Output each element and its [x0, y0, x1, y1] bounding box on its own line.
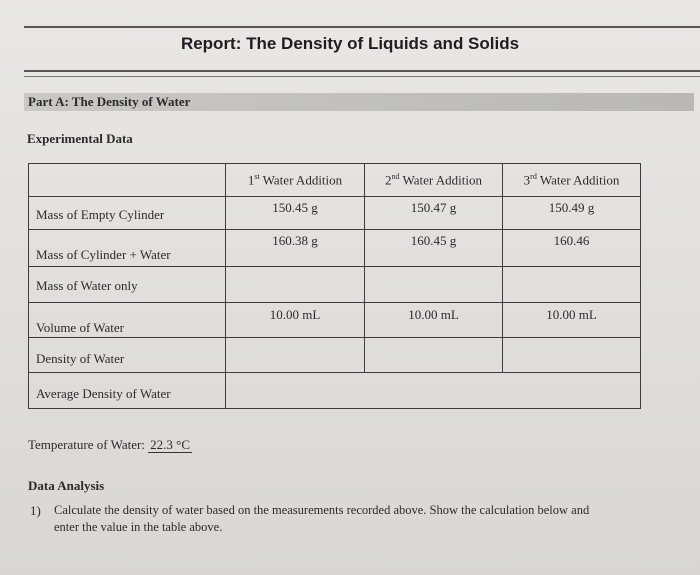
- table-row: [29, 230, 641, 267]
- row-label: Volume of Water: [29, 303, 226, 338]
- table-cell: 150.49 g: [503, 197, 641, 230]
- row-label: Mass of Cylinder + Water: [29, 230, 226, 267]
- table-cell: 160.46: [503, 230, 641, 267]
- table-row: [29, 267, 641, 303]
- temperature-value: 22.3 °C: [150, 437, 191, 452]
- table-cell: 160.38 g: [226, 230, 365, 267]
- table-cell: [503, 338, 641, 373]
- row-label: Density of Water: [29, 338, 226, 373]
- temperature-line: [28, 437, 192, 453]
- table-cell: 10.00 mL: [503, 303, 641, 338]
- data-table: [28, 163, 641, 409]
- average-density-cell: [226, 373, 641, 409]
- table-cell: 10.00 mL: [365, 303, 503, 338]
- table-cell: 150.47 g: [365, 197, 503, 230]
- table-cell: 10.00 mL: [226, 303, 365, 338]
- table-cell: [365, 267, 503, 303]
- question-text-line-1: Calculate the density of water based on the measurements recorded above. Show the calculation below and: [54, 503, 590, 517]
- report-title: Report: The Density of Liquids and Solids: [180, 34, 520, 53]
- column-header-2: 2nd Water Addition: [365, 164, 503, 197]
- data-analysis-heading: Data Analysis: [28, 478, 105, 493]
- table-cell: [226, 267, 365, 303]
- experimental-data-heading: Experimental Data: [27, 131, 133, 146]
- row-label: Mass of Water only: [29, 267, 226, 303]
- table-cell: 150.45 g: [226, 197, 365, 230]
- corner-cell: [29, 164, 226, 197]
- question-number: 1): [30, 503, 41, 518]
- column-header-3: 3rd Water Addition: [503, 164, 641, 197]
- column-header-1: 1st Water Addition: [226, 164, 365, 197]
- question-text-line-2: enter the value in the table above.: [54, 520, 223, 534]
- title-rule-2: [24, 76, 700, 77]
- table-row: [29, 303, 641, 338]
- table-cell: 160.45 g: [365, 230, 503, 267]
- table-row: [29, 197, 641, 230]
- top-rule: [24, 26, 700, 28]
- row-label: Mass of Empty Cylinder: [29, 197, 226, 230]
- table-row: [29, 373, 641, 409]
- table-cell: [503, 267, 641, 303]
- temperature-label: Temperature of Water:: [28, 437, 145, 452]
- part-a-title: Part A: The Density of Water: [28, 94, 191, 109]
- table-cell: [365, 338, 503, 373]
- table-row: [29, 338, 641, 373]
- part-a-bar: [24, 93, 694, 111]
- table-cell: [226, 338, 365, 373]
- row-label: Average Density of Water: [29, 373, 226, 409]
- table-header-row: [29, 164, 641, 197]
- title-rule-1: [24, 70, 700, 72]
